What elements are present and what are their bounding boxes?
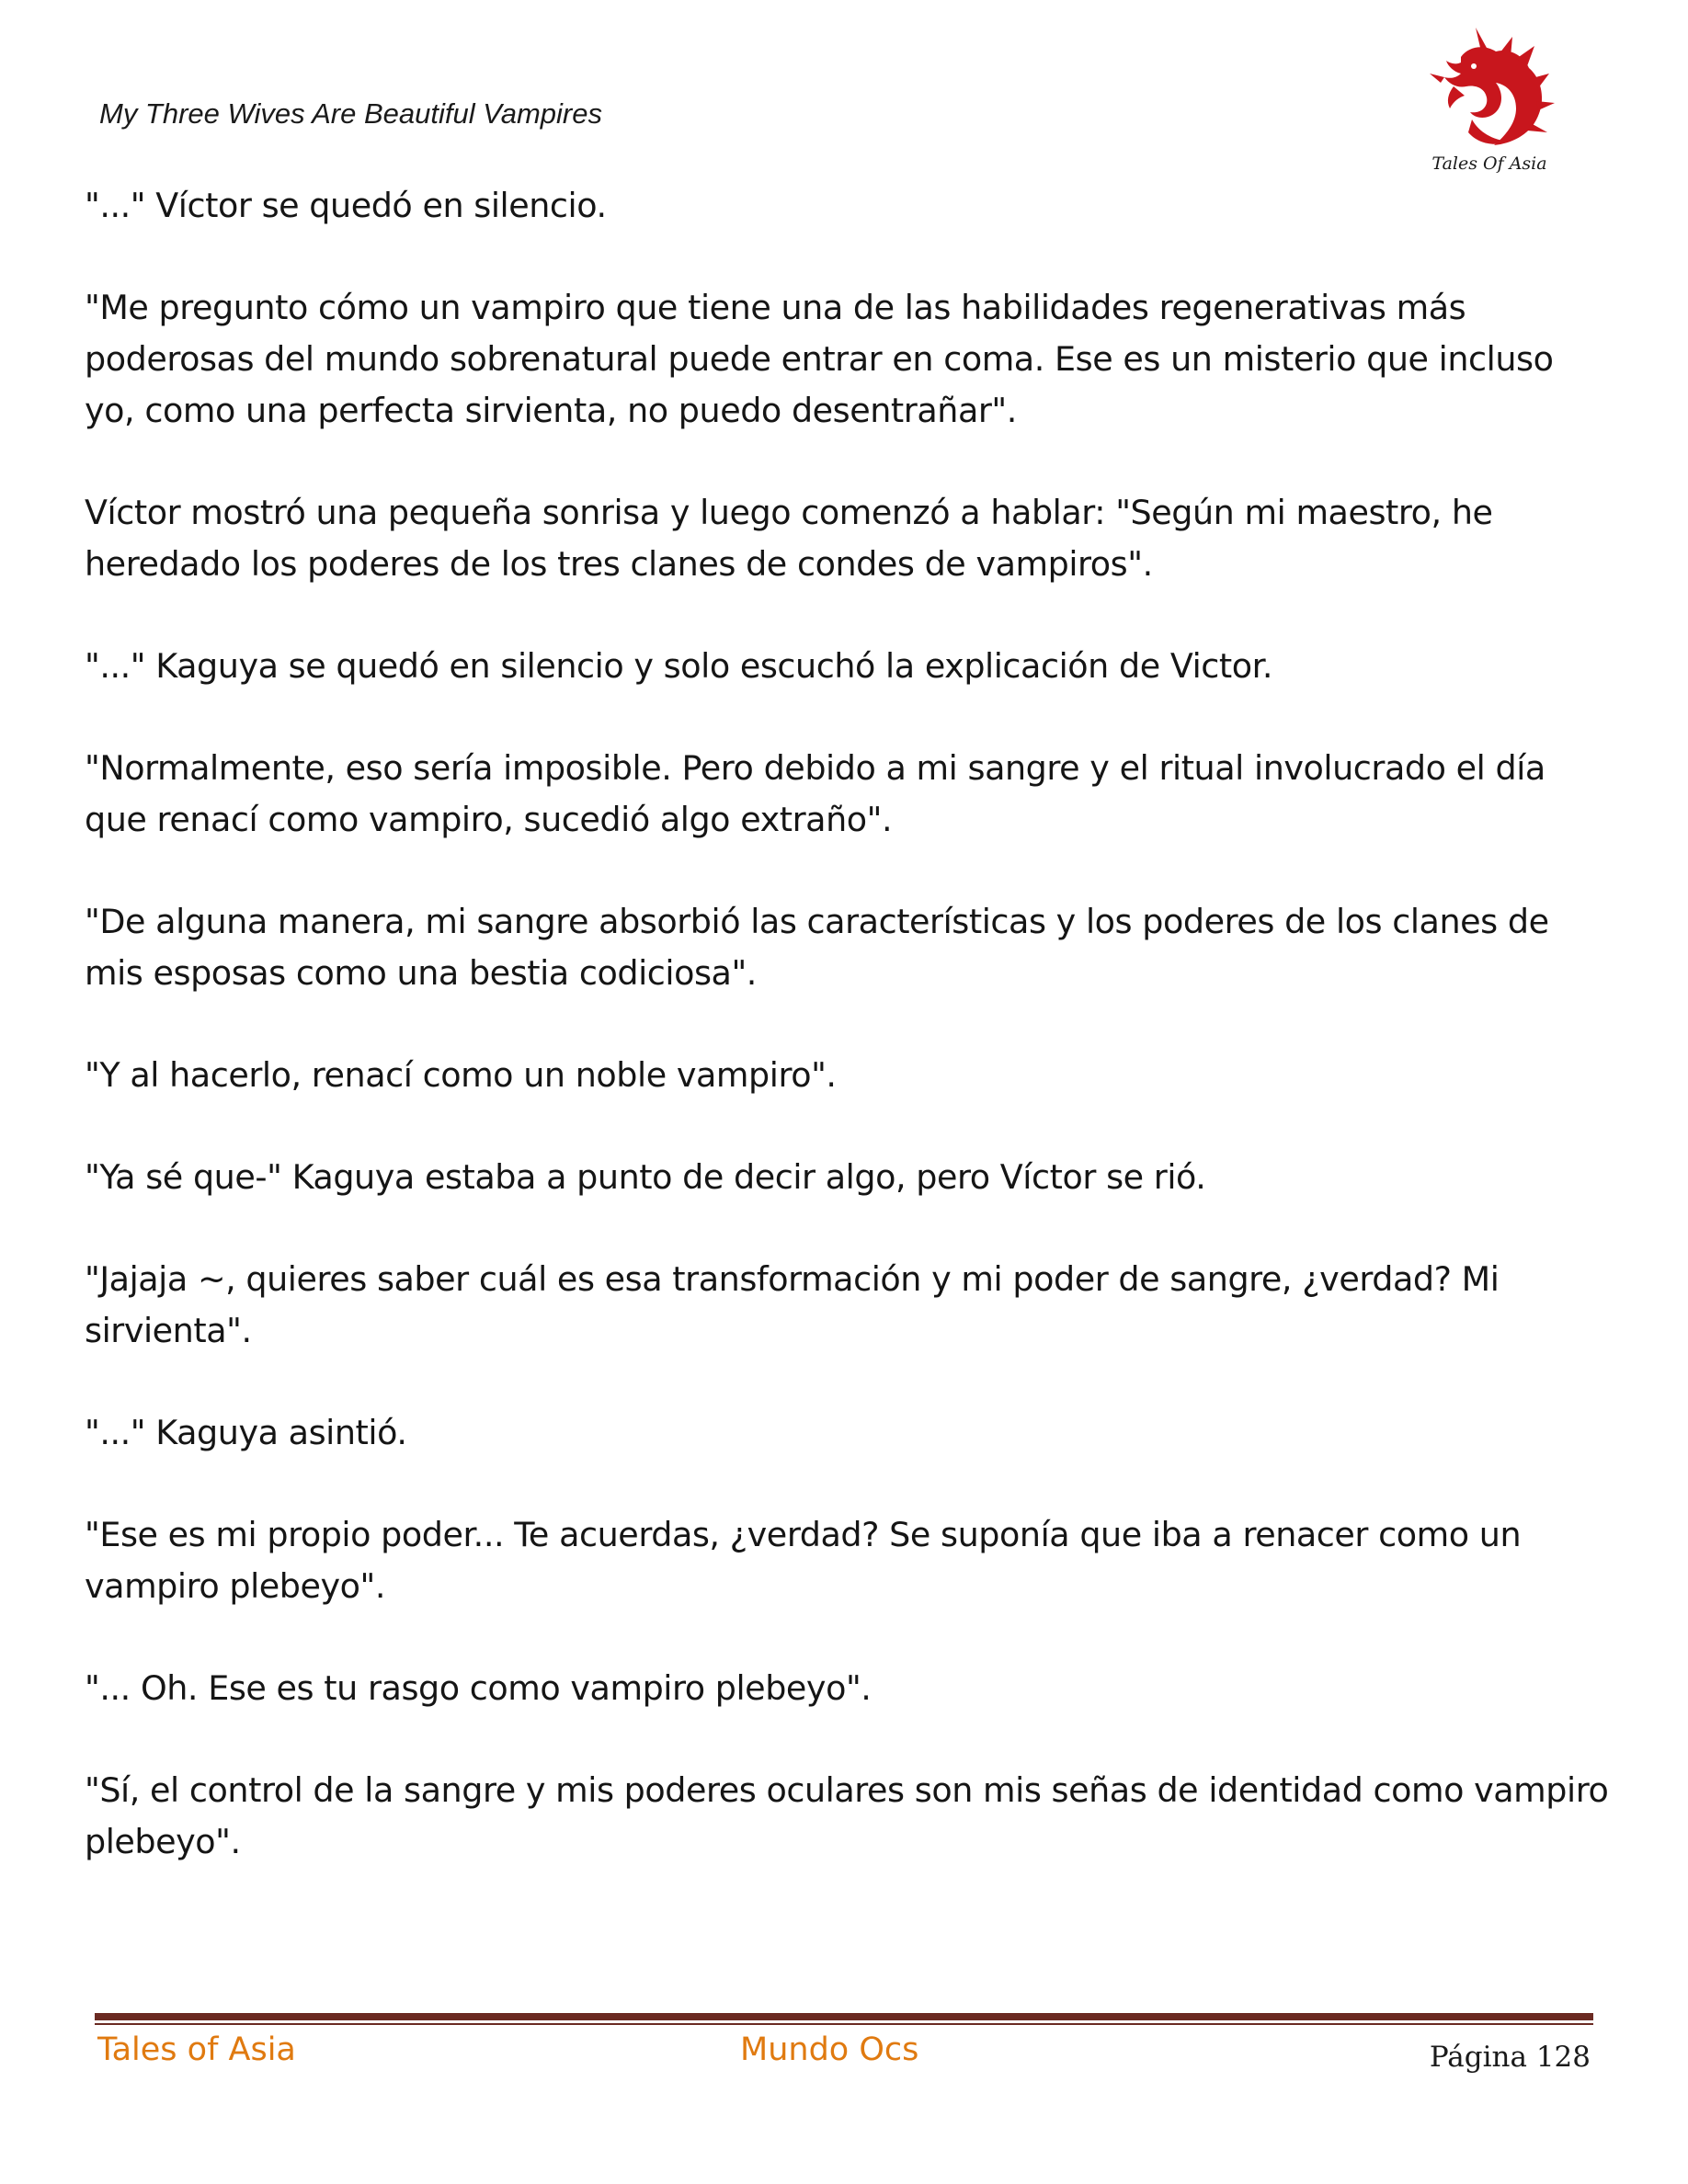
paragraph: "..." Kaguya asintió.: [85, 1413, 407, 1452]
paragraph: "Y al hacerlo, renací como un noble vampiro".: [85, 1055, 837, 1095]
paragraph: "Sí, el control de la sangre y mis poderes oculares son mis señas de identidad como vampiro plebeyo".: [85, 1770, 1609, 1861]
paragraph: Víctor mostró una pequeña sonrisa y luego comenzó a hablar: "Según mi maestro, he heredado los poderes de los tres clanes de condes de vampiros".: [85, 493, 1493, 584]
chapter-text: [85, 180, 1611, 1918]
paragraph: "Jajaja ~, quieres saber cuál es esa transformación y mi poder de sangre, ¿verdad? Mi sirvienta".: [85, 1259, 1500, 1350]
paragraph: "Me pregunto cómo un vampiro que tiene una de las habilidades regenerativas más poderosas del mundo sobrenatural puede entrar en coma. Ese es un misterio que incluso yo, como una perfecta sirvienta, no puedo desentrañar".: [85, 288, 1554, 430]
book-title: My Three Wives Are Beautiful Vampires: [99, 97, 602, 130]
paragraph: "Normalmente, eso sería imposible. Pero debido a mi sangre y el ritual involucrado el día que renací como vampiro, sucedió algo extraño".: [85, 748, 1545, 839]
paragraph: "Ya sé que-" Kaguya estaba a punto de decir algo, pero Víctor se rió.: [85, 1157, 1206, 1197]
red-dragon-icon: [1420, 20, 1558, 181]
footer-section: Mundo Ocs: [740, 2031, 919, 2068]
paragraph: "..." Víctor se quedó en silencio.: [85, 186, 607, 225]
paragraph: "... Oh. Ese es tu rasgo como vampiro plebeyo".: [85, 1668, 872, 1708]
paragraph: "Ese es mi propio poder... Te acuerdas, ¿verdad? Se suponía que iba a renacer como un vampiro plebeyo".: [85, 1515, 1522, 1606]
footer-divider: [95, 2013, 1593, 2025]
tales-of-asia-logo: [1420, 20, 1558, 181]
footer-publisher: Tales of Asia: [97, 2031, 296, 2068]
page-number: Página 128: [1429, 2041, 1591, 2074]
paragraph: "..." Kaguya se quedó en silencio y solo escuchó la explicación de Victor.: [85, 646, 1272, 686]
logo-text: Tales Of Asia: [1431, 154, 1547, 174]
paragraph: "De alguna manera, mi sangre absorbió las características y los poderes de los clanes de mis esposas como una bestia codiciosa".: [85, 902, 1549, 993]
